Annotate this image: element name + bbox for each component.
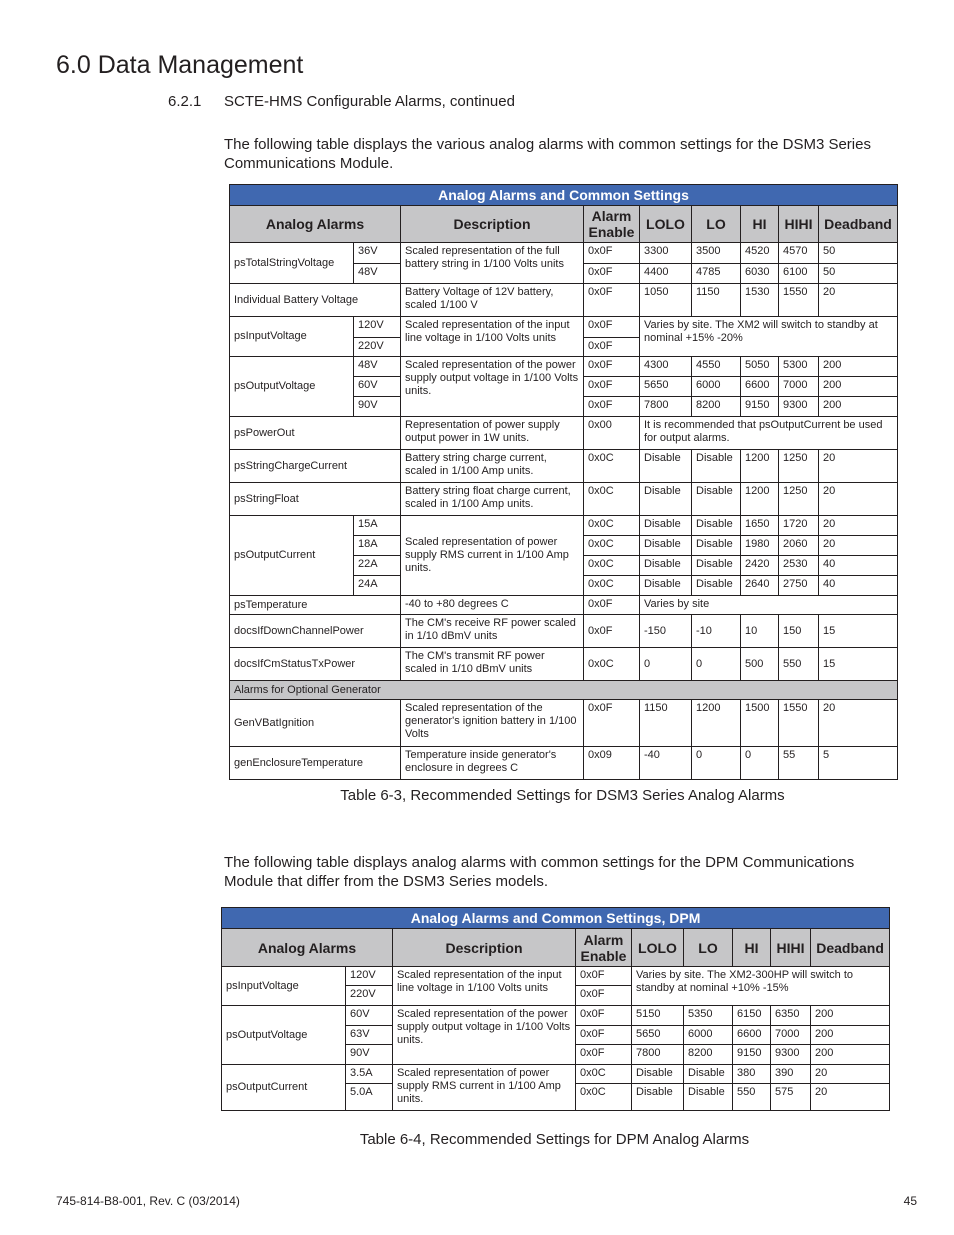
intro-paragraph-1: The following table displays the various analog alarms with common settings for the DSM3 Series Communications Module. (224, 136, 871, 172)
col-header-deadband: Deadband (819, 206, 898, 243)
note-cell: It is recommended that psOutputCurrent be used for output alarms. (640, 417, 898, 450)
hi-cell: 1200 (741, 450, 779, 483)
col-header-lolo: LOLO (640, 206, 692, 243)
hi-cell: 1500 (741, 700, 779, 747)
lo-cell: 6000 (684, 1026, 733, 1045)
document-id: 745-814-B8-001, Rev. C (03/2014) (56, 1194, 240, 1208)
hi-cell: 6150 (733, 1006, 771, 1026)
alarm-name: psOutputVoltage (230, 357, 354, 417)
table-row (222, 967, 890, 986)
table-row (230, 357, 898, 377)
hihi-cell: 2750 (779, 576, 819, 596)
enable-cell: 0x0F (584, 700, 640, 747)
lo-cell: 4550 (692, 357, 741, 377)
hihi-cell: 7000 (779, 377, 819, 397)
deadband-cell: 200 (819, 377, 898, 397)
alarm-name: psOutputCurrent (230, 516, 354, 596)
lolo-cell: 1150 (640, 700, 692, 747)
hi-cell: 500 (741, 648, 779, 681)
table-row (230, 243, 898, 264)
table-caption: Table 6-4, Recommended Settings for DPM Analog Alarms (359, 1131, 750, 1148)
lo-cell: 8200 (684, 1045, 733, 1065)
variant-cell: 63V (346, 1026, 393, 1045)
variant-cell: 22A (354, 556, 401, 576)
variant-cell: 3.5A (346, 1065, 393, 1084)
description-cell: Scaled representation of the generator's ignition battery in 1/100 Volts (401, 700, 584, 747)
hihi-cell: 2060 (779, 536, 819, 556)
col-header-hihi: HIHI (771, 929, 811, 967)
enable-cell: 0x0C (584, 576, 640, 596)
enable-cell: 0x09 (584, 747, 640, 780)
deadband-cell: 40 (819, 576, 898, 596)
enable-cell: 0x0C (584, 516, 640, 536)
lolo-cell: -40 (640, 747, 692, 780)
col-header-description: Description (401, 206, 584, 243)
lo-cell: 1150 (692, 284, 741, 317)
lo-cell: Disable (692, 556, 741, 576)
lo-cell: Disable (684, 1084, 733, 1111)
hi-cell: 1980 (741, 536, 779, 556)
enable-cell: 0x0F (584, 615, 640, 648)
deadband-cell: 20 (819, 536, 898, 556)
hihi-cell: 1250 (779, 450, 819, 483)
enable-cell: 0x0F (584, 397, 640, 417)
enable-cell: 0x0C (576, 1065, 632, 1084)
hihi-cell: 1250 (779, 483, 819, 516)
variant-cell: 220V (354, 338, 401, 357)
lolo-cell: 4400 (640, 264, 692, 284)
lolo-cell: 0 (640, 648, 692, 681)
deadband-cell: 200 (811, 1026, 890, 1045)
hi-cell: 9150 (741, 397, 779, 417)
lolo-cell: 7800 (632, 1045, 684, 1065)
hi-cell: 0 (741, 747, 779, 780)
alarm-name: psTemperature (230, 596, 401, 615)
hihi-cell: 7000 (771, 1026, 811, 1045)
variant-cell: 90V (346, 1045, 393, 1065)
col-header-analog-alarms: Analog Alarms (222, 929, 393, 967)
variant-cell: 60V (346, 1006, 393, 1026)
table-row (230, 615, 898, 648)
section-number: 6.2.1 (168, 93, 202, 110)
deadband-cell: 20 (811, 1065, 890, 1084)
variant-cell: 48V (354, 357, 401, 377)
table-row (230, 483, 898, 516)
deadband-cell: 200 (811, 1045, 890, 1065)
table-row (222, 1065, 890, 1084)
enable-cell: 0x0F (584, 243, 640, 264)
table-row (230, 417, 898, 450)
enable-cell: 0x0F (584, 284, 640, 317)
variant-cell: 15A (354, 516, 401, 536)
enable-cell: 0x0C (584, 556, 640, 576)
description-cell: Scaled representation of the input line voltage in 1/100 Volts units (401, 317, 584, 357)
enable-cell: 0x0F (584, 338, 640, 357)
enable-cell: 0x00 (584, 417, 640, 450)
note-cell: Varies by site. The XM2 will switch to standby at nominal +15% -20% (640, 317, 898, 357)
hihi-cell: 55 (779, 747, 819, 780)
description-cell: Scaled representation of power supply RMS current in 1/100 Amp units. (401, 516, 584, 596)
page-number: 45 (903, 1194, 917, 1208)
hi-cell: 5050 (741, 357, 779, 377)
lolo-cell: Disable (640, 576, 692, 596)
hihi-cell: 150 (779, 615, 819, 648)
col-header-lo: LO (692, 206, 741, 243)
lolo-cell: Disable (640, 450, 692, 483)
hi-cell: 1530 (741, 284, 779, 317)
note-cell: Varies by site. The XM2-300HP will switch to standby at nominal +10% -15% (632, 967, 890, 1006)
lo-cell: 3500 (692, 243, 741, 264)
enable-cell: 0x0C (584, 450, 640, 483)
hihi-cell: 575 (771, 1084, 811, 1111)
enable-cell: 0x0F (576, 967, 632, 986)
variant-cell: 24A (354, 576, 401, 596)
lo-cell: Disable (692, 450, 741, 483)
col-header-deadband: Deadband (811, 929, 890, 967)
hihi-cell: 6350 (771, 1006, 811, 1026)
table-title: Analog Alarms and Common Settings (230, 185, 898, 206)
lo-cell: Disable (684, 1065, 733, 1084)
lo-cell: Disable (692, 483, 741, 516)
enable-cell: 0x0F (584, 357, 640, 377)
hihi-cell: 4570 (779, 243, 819, 264)
hihi-cell: 1550 (779, 700, 819, 747)
description-cell: Temperature inside generator's enclosure in degrees C (401, 747, 584, 780)
deadband-cell: 20 (819, 483, 898, 516)
hihi-cell: 9300 (779, 397, 819, 417)
lo-cell: 5350 (684, 1006, 733, 1026)
variant-cell: 120V (354, 317, 401, 338)
deadband-cell: 20 (819, 284, 898, 317)
col-header-description: Description (393, 929, 576, 967)
lo-cell: 0 (692, 747, 741, 780)
enable-cell: 0x0C (584, 536, 640, 556)
lo-cell: Disable (692, 576, 741, 596)
variant-cell: 90V (354, 397, 401, 417)
lolo-cell: 3300 (640, 243, 692, 264)
hi-cell: 9150 (733, 1045, 771, 1065)
deadband-cell: 15 (819, 615, 898, 648)
lolo-cell: 5650 (640, 377, 692, 397)
page-title: 6.0 Data Management (56, 51, 304, 79)
enable-cell: 0x0F (576, 986, 632, 1006)
table-row (230, 450, 898, 483)
analog-alarms-table (229, 184, 898, 780)
lolo-cell: 5650 (632, 1026, 684, 1045)
hihi-cell: 9300 (771, 1045, 811, 1065)
col-header-hihi: HIHI (779, 206, 819, 243)
hihi-cell: 5300 (779, 357, 819, 377)
alarm-name: GenVBatIgnition (230, 700, 401, 747)
section-row (230, 681, 898, 700)
deadband-cell: 15 (819, 648, 898, 681)
description-cell: Scaled representation of the input line voltage in 1/100 Volts units (393, 967, 576, 1006)
lolo-cell: 1050 (640, 284, 692, 317)
col-header-hi: HI (733, 929, 771, 967)
hi-cell: 2640 (741, 576, 779, 596)
alarm-name: psStringChargeCurrent (230, 450, 401, 483)
hihi-cell: 1720 (779, 516, 819, 536)
hihi-cell: 1550 (779, 284, 819, 317)
table-row (230, 596, 898, 615)
table-row (230, 284, 898, 317)
description-cell: Battery string charge current, scaled in 1/100 Amp units. (401, 450, 584, 483)
table-row (230, 700, 898, 747)
alarm-name: Individual Battery Voltage (230, 284, 401, 317)
enable-cell: 0x0F (576, 1026, 632, 1045)
alarm-name: psInputVoltage (222, 967, 346, 1006)
table-caption: Table 6-3, Recommended Settings for DSM3 Series Analog Alarms (340, 787, 785, 804)
alarm-name: genEnclosureTemperature (230, 747, 401, 780)
col-header-lolo: LOLO (632, 929, 684, 967)
hi-cell: 6600 (733, 1026, 771, 1045)
col-header-alarm-enable: Alarm Enable (576, 929, 632, 967)
hi-cell: 4520 (741, 243, 779, 264)
lolo-cell: Disable (632, 1084, 684, 1111)
variant-cell: 5.0A (346, 1084, 393, 1111)
variant-cell: 48V (354, 264, 401, 284)
lo-cell: 8200 (692, 397, 741, 417)
dpm-analog-alarms-table (221, 907, 890, 1111)
table-row (222, 1006, 890, 1026)
hihi-cell: 2530 (779, 556, 819, 576)
enable-cell: 0x0F (576, 1006, 632, 1026)
deadband-cell: 200 (819, 397, 898, 417)
deadband-cell: 20 (811, 1084, 890, 1111)
description-cell: Battery string float charge current, scaled in 1/100 Amp units. (401, 483, 584, 516)
hi-cell: 550 (733, 1084, 771, 1111)
description-cell: Scaled representation of power supply RMS current in 1/100 Amp units. (393, 1065, 576, 1111)
deadband-cell: 200 (811, 1006, 890, 1026)
table-title: Analog Alarms and Common Settings, DPM (222, 908, 890, 929)
lolo-cell: -150 (640, 615, 692, 648)
alarm-name: psOutputCurrent (222, 1065, 346, 1111)
table-row (230, 747, 898, 780)
enable-cell: 0x0F (576, 1045, 632, 1065)
table-row (230, 648, 898, 681)
intro-paragraph-2: The following table displays analog alarms with common settings for the DPM Communications Module that differ from the DSM3 Series models. (224, 854, 855, 890)
enable-cell: 0x0F (584, 264, 640, 284)
enable-cell: 0x0F (584, 377, 640, 397)
deadband-cell: 20 (819, 516, 898, 536)
lo-cell: Disable (692, 536, 741, 556)
col-header-hi: HI (741, 206, 779, 243)
alarm-name: docsIfCmStatusTxPower (230, 648, 401, 681)
hi-cell: 1200 (741, 483, 779, 516)
variant-cell: 36V (354, 243, 401, 264)
col-header-lo: LO (684, 929, 733, 967)
hi-cell: 6030 (741, 264, 779, 284)
table-row (230, 317, 898, 338)
variant-cell: 120V (346, 967, 393, 986)
variant-cell: 220V (346, 986, 393, 1006)
alarm-name: psOutputVoltage (222, 1006, 346, 1065)
deadband-cell: 200 (819, 357, 898, 377)
lo-cell: -10 (692, 615, 741, 648)
alarm-name: psStringFloat (230, 483, 401, 516)
alarm-name: docsIfDownChannelPower (230, 615, 401, 648)
lolo-cell: 4300 (640, 357, 692, 377)
enable-cell: 0x0C (584, 648, 640, 681)
generator-section-label: Alarms for Optional Generator (230, 681, 898, 700)
description-cell: Scaled representation of the power supply output voltage in 1/100 Volts units. (401, 357, 584, 417)
description-cell: Scaled representation of the full battery string in 1/100 Volts units (401, 243, 584, 284)
description-cell: The CM's receive RF power scaled in 1/10 dBmV units (401, 615, 584, 648)
enable-cell: 0x0C (584, 483, 640, 516)
enable-cell: 0x0F (584, 596, 640, 615)
note-cell: Varies by site (640, 596, 898, 615)
description-cell: Battery Voltage of 12V battery, scaled 1/100 V (401, 284, 584, 317)
lolo-cell: Disable (632, 1065, 684, 1084)
lo-cell: 6000 (692, 377, 741, 397)
alarm-name: psInputVoltage (230, 317, 354, 357)
alarm-name: psPowerOut (230, 417, 401, 450)
enable-cell: 0x0F (584, 317, 640, 338)
section-title: SCTE-HMS Configurable Alarms, continued (224, 93, 515, 110)
lolo-cell: 5150 (632, 1006, 684, 1026)
lolo-cell: Disable (640, 556, 692, 576)
variant-cell: 60V (354, 377, 401, 397)
description-cell: Scaled representation of the power supply output voltage in 1/100 Volts units. (393, 1006, 576, 1065)
alarm-name: psTotalStringVoltage (230, 243, 354, 284)
deadband-cell: 20 (819, 700, 898, 747)
lolo-cell: Disable (640, 516, 692, 536)
description-cell: Representation of power supply output power in 1W units. (401, 417, 584, 450)
deadband-cell: 50 (819, 243, 898, 264)
deadband-cell: 20 (819, 450, 898, 483)
lolo-cell: 7800 (640, 397, 692, 417)
hihi-cell: 6100 (779, 264, 819, 284)
deadband-cell: 5 (819, 747, 898, 780)
hi-cell: 6600 (741, 377, 779, 397)
col-header-analog-alarms: Analog Alarms (230, 206, 401, 243)
hi-cell: 2420 (741, 556, 779, 576)
lolo-cell: Disable (640, 536, 692, 556)
deadband-cell: 40 (819, 556, 898, 576)
enable-cell: 0x0C (576, 1084, 632, 1111)
hihi-cell: 550 (779, 648, 819, 681)
description-cell: -40 to +80 degrees C (401, 596, 584, 615)
col-header-alarm-enable: Alarm Enable (584, 206, 640, 243)
lo-cell: Disable (692, 516, 741, 536)
hihi-cell: 390 (771, 1065, 811, 1084)
hi-cell: 1650 (741, 516, 779, 536)
deadband-cell: 50 (819, 264, 898, 284)
hi-cell: 380 (733, 1065, 771, 1084)
variant-cell: 18A (354, 536, 401, 556)
table-row (230, 516, 898, 536)
description-cell: The CM's transmit RF power scaled in 1/10 dBmV units (401, 648, 584, 681)
lo-cell: 1200 (692, 700, 741, 747)
hi-cell: 10 (741, 615, 779, 648)
lolo-cell: Disable (640, 483, 692, 516)
lo-cell: 4785 (692, 264, 741, 284)
lo-cell: 0 (692, 648, 741, 681)
